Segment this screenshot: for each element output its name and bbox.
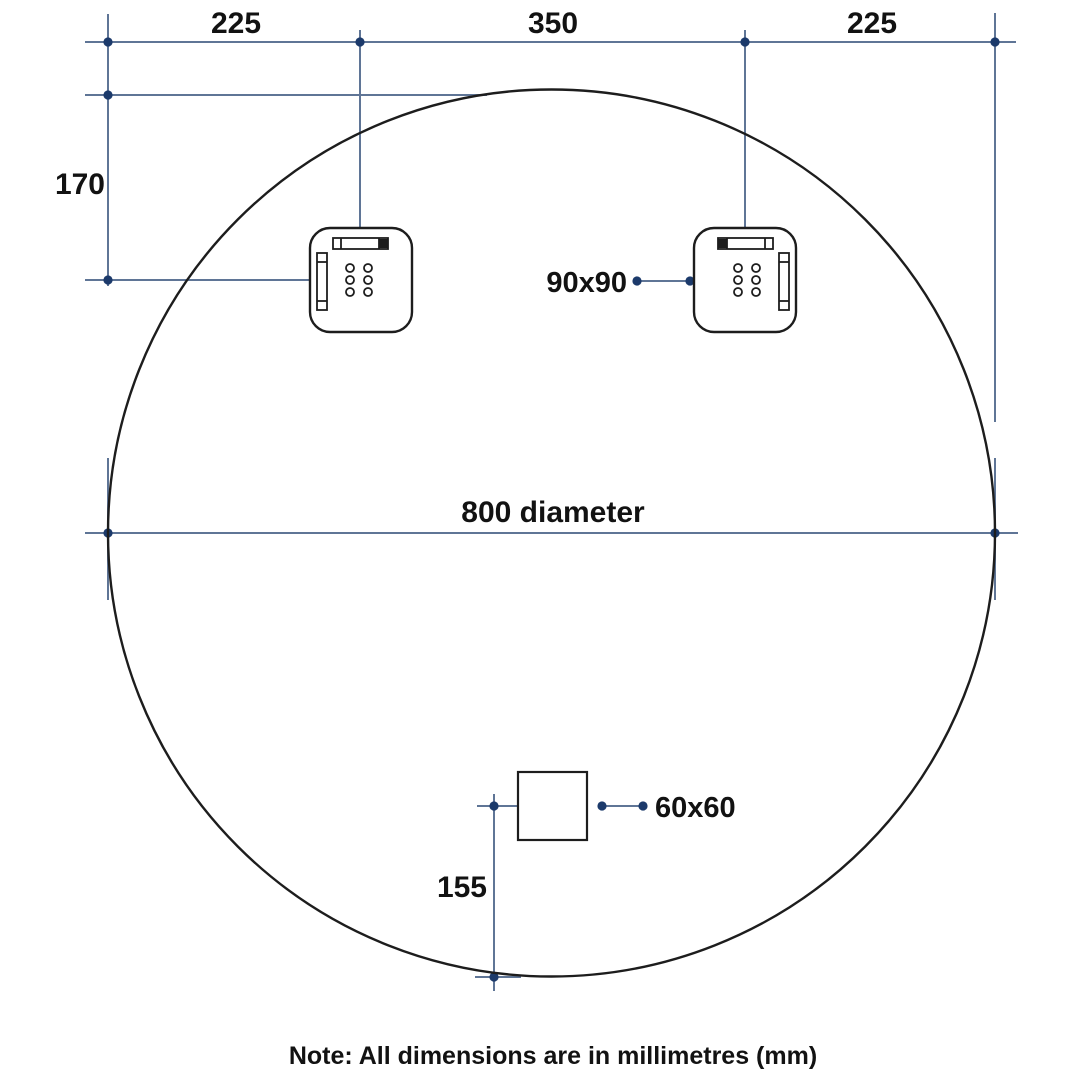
dim-label-bottom-vertical: 155 xyxy=(436,871,487,904)
right-mounting-bracket xyxy=(694,228,796,332)
right-bracket-screw-holes xyxy=(734,264,760,296)
right-bracket-slot-cap xyxy=(719,239,728,248)
dim-label-diameter: 800 diameter xyxy=(461,496,645,529)
dim-label-top-left: 225 xyxy=(210,7,262,40)
dim-label-top-center: 350 xyxy=(527,7,579,40)
dimensions-note: Note: All dimensions are in millimetres (mm) xyxy=(288,1042,818,1070)
left-mounting-bracket xyxy=(310,228,412,332)
square-cutout xyxy=(518,772,587,840)
left-bracket-screw-holes xyxy=(346,264,372,296)
left-bracket-body xyxy=(310,228,412,332)
dim-label-top-right: 225 xyxy=(846,7,898,40)
dimension-labels xyxy=(55,7,897,904)
right-bracket-body xyxy=(694,228,796,332)
dim-label-left-vertical: 170 xyxy=(54,168,105,201)
dim-label-bracket-size: 90x90 xyxy=(546,267,627,299)
left-bracket-slot-cap xyxy=(379,239,388,248)
dim-label-square-size: 60x60 xyxy=(655,792,736,824)
